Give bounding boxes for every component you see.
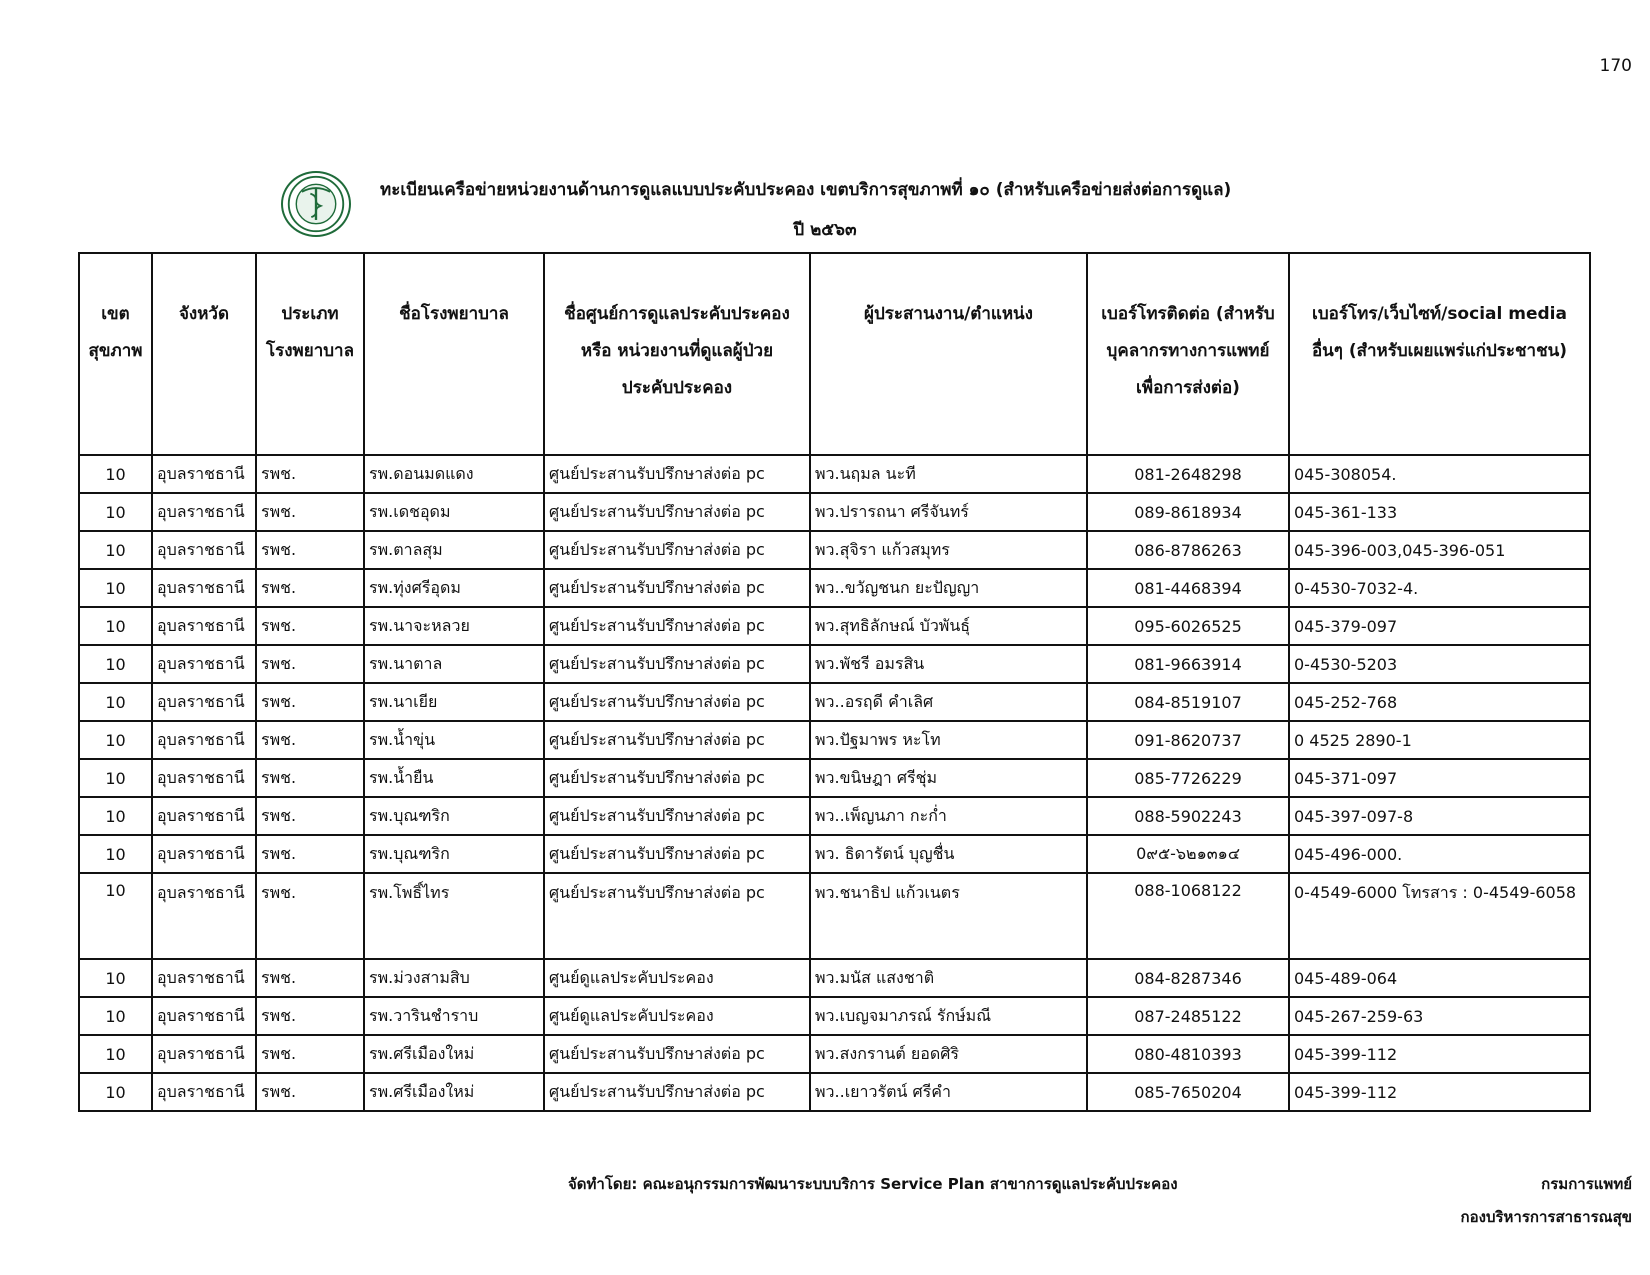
cell-hospital-name: รพ.น้ำขุ่น xyxy=(364,721,544,759)
column-header: ชื่อศูนย์การดูแลประคับประคอง หรือ หน่วยงานที่ดูแลผู้ป่วย ประคับประคอง xyxy=(544,253,810,455)
cell-hospital-type: รพช. xyxy=(256,569,364,607)
cell-center-name: ศูนย์ประสานรับปรึกษาส่งต่อ pc xyxy=(544,759,810,797)
cell-coordinator: พว.เบญจมาภรณ์ รักษ์มณี xyxy=(810,997,1087,1035)
column-header: ประเภท โรงพยาบาล xyxy=(256,253,364,455)
cell-zone: 10 xyxy=(79,455,152,493)
cell-staff-phone: 085-7726229 xyxy=(1087,759,1289,797)
cell-center-name: ศูนย์ประสานรับปรึกษาส่งต่อ pc xyxy=(544,645,810,683)
table-row xyxy=(79,569,1590,607)
cell-province: อุบลราชธานี xyxy=(152,645,256,683)
cell-public-contact: 0 4525 2890-1 xyxy=(1289,721,1590,759)
cell-hospital-name: รพ.ศรีเมืองใหม่ xyxy=(364,1073,544,1111)
cell-hospital-name: รพ.วารินชำราบ xyxy=(364,997,544,1035)
cell-hospital-type: รพช. xyxy=(256,959,364,997)
cell-zone: 10 xyxy=(79,1035,152,1073)
cell-public-contact: 045-399-112 xyxy=(1289,1073,1590,1111)
column-header: ผู้ประสานงาน/ตำแหน่ง xyxy=(810,253,1087,455)
cell-coordinator: พว..เพ็ญนภา กะก่ำ xyxy=(810,797,1087,835)
table-row xyxy=(79,493,1590,531)
cell-staff-phone: 080-4810393 xyxy=(1087,1035,1289,1073)
cell-center-name: ศูนย์ประสานรับปรึกษาส่งต่อ pc xyxy=(544,493,810,531)
cell-staff-phone: 086-8786263 xyxy=(1087,531,1289,569)
cell-zone: 10 xyxy=(79,721,152,759)
cell-center-name: ศูนย์ดูแลประคับประคอง xyxy=(544,997,810,1035)
registry-table xyxy=(78,252,1591,1112)
cell-staff-phone: 087-2485122 xyxy=(1087,997,1289,1035)
cell-public-contact: 045-267-259-63 xyxy=(1289,997,1590,1035)
cell-province: อุบลราชธานี xyxy=(152,531,256,569)
cell-province: อุบลราชธานี xyxy=(152,873,256,959)
cell-zone: 10 xyxy=(79,835,152,873)
cell-public-contact: 045-371-097 xyxy=(1289,759,1590,797)
column-header: เบอร์โทร/เว็บไซท์/social media อื่นๆ (สำหรับเผยแพร่แก่ประชาชน) xyxy=(1289,253,1590,455)
document-year: ปี ๒๕๖๓ xyxy=(793,220,857,240)
cell-hospital-name: รพ.บุณฑริก xyxy=(364,835,544,873)
table-row xyxy=(79,959,1590,997)
table-header-row xyxy=(79,253,1590,455)
cell-zone: 10 xyxy=(79,683,152,721)
cell-hospital-type: รพช. xyxy=(256,607,364,645)
cell-province: อุบลราชธานี xyxy=(152,1035,256,1073)
cell-province: อุบลราชธานี xyxy=(152,959,256,997)
cell-province: อุบลราชธานี xyxy=(152,569,256,607)
cell-staff-phone: 088-5902243 xyxy=(1087,797,1289,835)
cell-hospital-name: รพ.ดอนมดแดง xyxy=(364,455,544,493)
cell-hospital-name: รพ.ตาลสุม xyxy=(364,531,544,569)
cell-province: อุบลราชธานี xyxy=(152,997,256,1035)
cell-coordinator: พว.ขนิษฎา ศรีชุ่ม xyxy=(810,759,1087,797)
cell-hospital-name: รพ.โพธิ์ไทร xyxy=(364,873,544,959)
table-row xyxy=(79,997,1590,1035)
cell-province: อุบลราชธานี xyxy=(152,683,256,721)
cell-staff-phone: 0๙๕-๖๒๑๓๑๔ xyxy=(1087,835,1289,873)
cell-staff-phone: 089-8618934 xyxy=(1087,493,1289,531)
cell-public-contact: 045-361-133 xyxy=(1289,493,1590,531)
cell-hospital-name: รพ.นาเยีย xyxy=(364,683,544,721)
cell-staff-phone: 084-8519107 xyxy=(1087,683,1289,721)
cell-staff-phone: 091-8620737 xyxy=(1087,721,1289,759)
cell-center-name: ศูนย์ดูแลประคับประคอง xyxy=(544,959,810,997)
cell-public-contact: 0-4530-5203 xyxy=(1289,645,1590,683)
cell-hospital-type: รพช. xyxy=(256,997,364,1035)
cell-zone: 10 xyxy=(79,569,152,607)
cell-province: อุบลราชธานี xyxy=(152,759,256,797)
cell-center-name: ศูนย์ประสานรับปรึกษาส่งต่อ pc xyxy=(544,873,810,959)
cell-public-contact: 045-496-000. xyxy=(1289,835,1590,873)
cell-staff-phone: 085-7650204 xyxy=(1087,1073,1289,1111)
cell-zone: 10 xyxy=(79,997,152,1035)
table-row xyxy=(79,607,1590,645)
cell-zone: 10 xyxy=(79,759,152,797)
cell-hospital-type: รพช. xyxy=(256,455,364,493)
cell-public-contact: 045-399-112 xyxy=(1289,1035,1590,1073)
cell-staff-phone: 088-1068122 xyxy=(1087,873,1289,959)
cell-center-name: ศูนย์ประสานรับปรึกษาส่งต่อ pc xyxy=(544,1035,810,1073)
footer-prepared-by: จัดทำโดย: คณะอนุกรรมการพัฒนาระบบบริการ Service Plan สาขาการดูแลประคับประคอง xyxy=(568,1175,1178,1193)
cell-hospital-name: รพ.ศรีเมืองใหม่ xyxy=(364,1035,544,1073)
cell-hospital-type: รพช. xyxy=(256,683,364,721)
cell-coordinator: พว.ปรารถนา ศรีจันทร์ xyxy=(810,493,1087,531)
table-row xyxy=(79,531,1590,569)
table-row xyxy=(79,1035,1590,1073)
cell-coordinator: พว.นฤมล นะที xyxy=(810,455,1087,493)
cell-hospital-name: รพ.บุณฑริก xyxy=(364,797,544,835)
cell-zone: 10 xyxy=(79,873,152,959)
cell-hospital-type: รพช. xyxy=(256,1035,364,1073)
cell-coordinator: พว..เยาวรัตน์ ศรีคำ xyxy=(810,1073,1087,1111)
cell-center-name: ศูนย์ประสานรับปรึกษาส่งต่อ pc xyxy=(544,683,810,721)
cell-staff-phone: 081-9663914 xyxy=(1087,645,1289,683)
cell-zone: 10 xyxy=(79,959,152,997)
cell-zone: 10 xyxy=(79,493,152,531)
cell-coordinator: พว.พัชรี อมรสิน xyxy=(810,645,1087,683)
cell-hospital-type: รพช. xyxy=(256,645,364,683)
cell-province: อุบลราชธานี xyxy=(152,607,256,645)
cell-hospital-name: รพ.ทุ่งศรีอุดม xyxy=(364,569,544,607)
table-row xyxy=(79,873,1590,959)
cell-coordinator: พว.สุทธิลักษณ์ บัวพันธุ์ xyxy=(810,607,1087,645)
cell-staff-phone: 081-2648298 xyxy=(1087,455,1289,493)
cell-hospital-name: รพ.น้ำยืน xyxy=(364,759,544,797)
cell-staff-phone: 095-6026525 xyxy=(1087,607,1289,645)
cell-public-contact: 045-252-768 xyxy=(1289,683,1590,721)
column-header: เบอร์โทรติดต่อ (สำหรับ บุคลากรทางการแพทย์ เพื่อการส่งต่อ) xyxy=(1087,253,1289,455)
cell-coordinator: พว.ชนาธิป แก้วเนตร xyxy=(810,873,1087,959)
cell-coordinator: พว.ปัฐมาพร หะโท xyxy=(810,721,1087,759)
cell-public-contact: 045-489-064 xyxy=(1289,959,1590,997)
cell-hospital-type: รพช. xyxy=(256,873,364,959)
cell-province: อุบลราชธานี xyxy=(152,797,256,835)
cell-zone: 10 xyxy=(79,797,152,835)
cell-public-contact: 0-4530-7032-4. xyxy=(1289,569,1590,607)
cell-center-name: ศูนย์ประสานรับปรึกษาส่งต่อ pc xyxy=(544,721,810,759)
cell-province: อุบลราชธานี xyxy=(152,1073,256,1111)
table-row xyxy=(79,645,1590,683)
cell-province: อุบลราชธานี xyxy=(152,721,256,759)
cell-coordinator: พว..ขวัญชนก ยะปัญญา xyxy=(810,569,1087,607)
cell-hospital-type: รพช. xyxy=(256,759,364,797)
table-row xyxy=(79,455,1590,493)
cell-zone: 10 xyxy=(79,645,152,683)
cell-center-name: ศูนย์ประสานรับปรึกษาส่งต่อ pc xyxy=(544,835,810,873)
cell-staff-phone: 081-4468394 xyxy=(1087,569,1289,607)
cell-public-contact: 045-308054. xyxy=(1289,455,1590,493)
cell-center-name: ศูนย์ประสานรับปรึกษาส่งต่อ pc xyxy=(544,797,810,835)
table-body xyxy=(79,455,1590,1111)
cell-hospital-type: รพช. xyxy=(256,721,364,759)
cell-hospital-name: รพ.ม่วงสามสิบ xyxy=(364,959,544,997)
cell-public-contact: 045-379-097 xyxy=(1289,607,1590,645)
cell-public-contact: 0-4549-6000 โทรสาร : 0-4549-6058 xyxy=(1289,873,1590,959)
cell-coordinator: พว..อรฤดี คำเลิศ xyxy=(810,683,1087,721)
table-row xyxy=(79,797,1590,835)
cell-hospital-name: รพ.เดชอุดม xyxy=(364,493,544,531)
column-header: เขต สุขภาพ xyxy=(79,253,152,455)
cell-center-name: ศูนย์ประสานรับปรึกษาส่งต่อ pc xyxy=(544,1073,810,1111)
cell-public-contact: 045-396-003,045-396-051 xyxy=(1289,531,1590,569)
cell-hospital-name: รพ.นาตาล xyxy=(364,645,544,683)
cell-hospital-name: รพ.นาจะหลวย xyxy=(364,607,544,645)
table-row xyxy=(79,1073,1590,1111)
cell-hospital-type: รพช. xyxy=(256,531,364,569)
cell-center-name: ศูนย์ประสานรับปรึกษาส่งต่อ pc xyxy=(544,607,810,645)
table-row xyxy=(79,683,1590,721)
cell-province: อุบลราชธานี xyxy=(152,835,256,873)
cell-province: อุบลราชธานี xyxy=(152,455,256,493)
cell-zone: 10 xyxy=(79,531,152,569)
cell-staff-phone: 084-8287346 xyxy=(1087,959,1289,997)
column-header: จังหวัด xyxy=(152,253,256,455)
cell-coordinator: พว.สุจิรา แก้วสมุทร xyxy=(810,531,1087,569)
page-number: 170 xyxy=(1599,56,1632,76)
cell-zone: 10 xyxy=(79,607,152,645)
column-header: ชื่อโรงพยาบาล xyxy=(364,253,544,455)
table-row xyxy=(79,759,1590,797)
cell-center-name: ศูนย์ประสานรับปรึกษาส่งต่อ pc xyxy=(544,531,810,569)
cell-coordinator: พว. ธิดารัตน์ บุญชื่น xyxy=(810,835,1087,873)
cell-province: อุบลราชธานี xyxy=(152,493,256,531)
footer-department: กรมการแพทย์ xyxy=(1541,1175,1632,1193)
document-title: ทะเบียนเครือข่ายหน่วยงานด้านการดูแลแบบประคับประคอง เขตบริการสุขภาพที่ ๑๐ (สำหรับเครือข่ายส่งต่อการดูแล) xyxy=(380,180,1232,200)
cell-public-contact: 045-397-097-8 xyxy=(1289,797,1590,835)
footer-division: กองบริหารการสาธารณสุข xyxy=(1460,1208,1632,1226)
table-row xyxy=(79,721,1590,759)
cell-zone: 10 xyxy=(79,1073,152,1111)
cell-coordinator: พว.สงกรานต์ ยอดศิริ xyxy=(810,1035,1087,1073)
cell-hospital-type: รพช. xyxy=(256,493,364,531)
cell-coordinator: พว.มนัส แสงชาติ xyxy=(810,959,1087,997)
cell-hospital-type: รพช. xyxy=(256,797,364,835)
table-row xyxy=(79,835,1590,873)
cell-center-name: ศูนย์ประสานรับปรึกษาส่งต่อ pc xyxy=(544,569,810,607)
cell-center-name: ศูนย์ประสานรับปรึกษาส่งต่อ pc xyxy=(544,455,810,493)
cell-hospital-type: รพช. xyxy=(256,835,364,873)
cell-hospital-type: รพช. xyxy=(256,1073,364,1111)
